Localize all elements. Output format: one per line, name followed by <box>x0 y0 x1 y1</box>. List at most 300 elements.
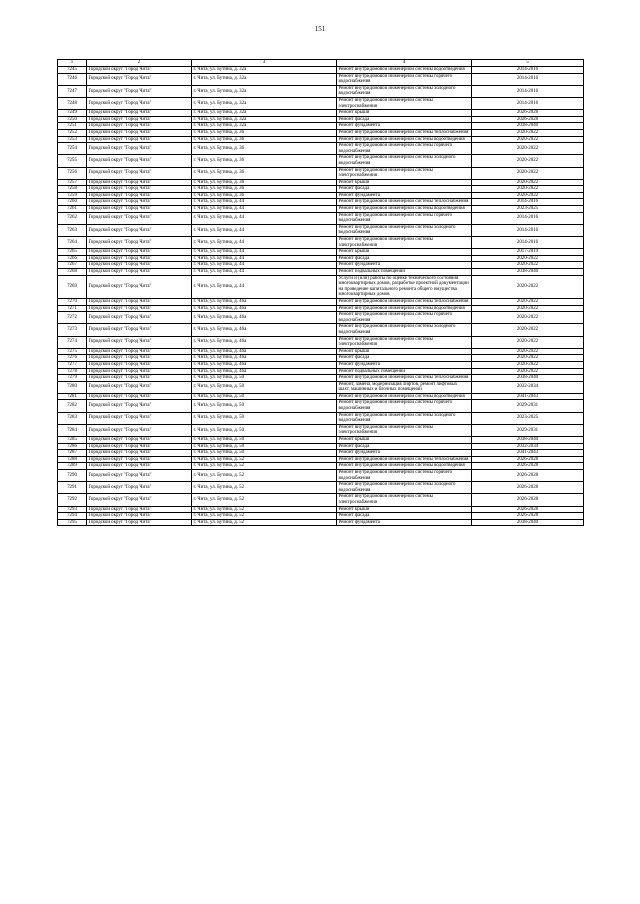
period-cell: 2020-2022 <box>472 262 584 269</box>
municipality-cell: Городской округ "Город Чита" <box>87 123 192 130</box>
period-cell: 2020-2022 <box>472 143 584 155</box>
municipality-cell: Городской округ "Город Чита" <box>87 412 192 424</box>
row-number-cell: 7257 <box>58 179 87 186</box>
work-type-cell: Ремонт внутридомовой инженерной системы водоотведения <box>337 305 472 312</box>
municipality-cell: Городской округ "Город Чита" <box>87 262 192 269</box>
municipality-cell: Городской округ "Город Чита" <box>87 368 192 375</box>
work-type-cell: Ремонт внутридомовой инженерной системы холодного водоснабжения <box>337 412 472 424</box>
period-cell: 2014-2016 <box>472 73 584 85</box>
work-type-cell: Ремонт внутридомовой инженерной системы холодного водоснабжения <box>337 324 472 336</box>
table-row <box>58 298 584 305</box>
period-cell: 2032-2034 <box>472 381 584 393</box>
work-type-cell: Ремонт фундамента <box>337 192 472 199</box>
table-row <box>58 143 584 155</box>
page-number: 151 <box>314 25 326 33</box>
address-cell: г. Чита, ул. Бутина, д. 44 <box>192 212 337 224</box>
table-row <box>58 355 584 362</box>
table-row <box>58 375 584 382</box>
row-number-cell: 7272 <box>58 312 87 324</box>
work-type-cell: Ремонт внутридомовой инженерной системы водоотведения <box>337 463 472 470</box>
work-type-cell: Ремонт фасада <box>337 116 472 123</box>
period-cell: 2020-2022 <box>472 275 584 298</box>
row-number-cell: 7295 <box>58 519 87 526</box>
row-number-cell: 7266 <box>58 255 87 262</box>
municipality-cell: Городской округ "Город Чита" <box>87 179 192 186</box>
municipality-cell: Городской округ "Город Чита" <box>87 143 192 155</box>
period-cell: 2020-2022 <box>472 368 584 375</box>
table-row <box>58 179 584 186</box>
table-header-row <box>58 60 584 67</box>
row-number-cell: 7290 <box>58 470 87 482</box>
address-cell: г. Чита, ул. Бутина, д. 36 <box>192 179 337 186</box>
work-type-cell: Ремонт внутридомовой инженерной системы электроснабжения <box>337 97 472 109</box>
municipality-cell: Городской округ "Город Чита" <box>87 255 192 262</box>
table-row <box>58 249 584 256</box>
address-cell: г. Чита, ул. Бутина, д. 52 <box>192 482 337 494</box>
table-row <box>58 275 584 298</box>
municipality-cell: Городской округ "Город Чита" <box>87 206 192 213</box>
address-cell: г. Чита, ул. Бутина, д. 52 <box>192 494 337 506</box>
table-row <box>58 506 584 513</box>
address-cell: г. Чита, ул. Бутина, д. 50 <box>192 393 337 400</box>
municipality-cell: Городской округ "Город Чита" <box>87 400 192 412</box>
municipality-cell: Городской округ "Город Чита" <box>87 443 192 450</box>
table-row <box>58 212 584 224</box>
work-type-cell: Ремонт внутридомовой инженерной системы теплоснабжения <box>337 298 472 305</box>
work-type-cell: Ремонт подвальных помещений <box>337 269 472 276</box>
work-type-cell: Ремонт внутридомовой инженерной системы горячего водоснабжения <box>337 73 472 85</box>
period-cell: 2029-2031 <box>472 424 584 436</box>
row-number-cell: 7289 <box>58 463 87 470</box>
header-cell: 2 <box>87 60 192 67</box>
address-cell: г. Чита, ул. Бутина, д. 52 <box>192 456 337 463</box>
table-row <box>58 456 584 463</box>
work-type-cell: Услуги и (или) работы по оценке технического состояния многоквартирных домов, разработке проектной документации на проведение капитального ремонта общего имущества многоквартирных домов <box>337 275 472 298</box>
work-type-cell: Ремонт внутридомовой инженерной системы электроснабжения <box>337 494 472 506</box>
work-type-cell: Ремонт фундамента <box>337 123 472 130</box>
table-row <box>58 85 584 97</box>
work-type-cell: Ремонт внутридомовой инженерной системы электроснабжения <box>337 336 472 348</box>
address-cell: г. Чита, ул. Бутина, д. 36 <box>192 129 337 136</box>
period-cell: 2023-2025 <box>472 412 584 424</box>
row-number-cell: 7267 <box>58 262 87 269</box>
municipality-cell: Городской округ "Город Чита" <box>87 67 192 74</box>
address-cell: г. Чита, ул. Бутина, д. 50 <box>192 375 337 382</box>
period-cell: 2014-2016 <box>472 97 584 109</box>
address-cell: г. Чита, ул. Бутина, д. 46а <box>192 336 337 348</box>
work-type-cell: Ремонт, замена, модернизация лифтов, ремонт лифтовых шахт, машинных и блочных помещений <box>337 381 472 393</box>
address-cell: г. Чита, ул. Бутина, д. 36 <box>192 186 337 193</box>
address-cell: г. Чита, ул. Бутина, д. 50 <box>192 437 337 444</box>
period-cell: 2020-2022 <box>472 129 584 136</box>
row-number-cell: 7247 <box>58 85 87 97</box>
period-cell: 2020-2022 <box>472 155 584 167</box>
work-type-cell: Ремонт внутридомовой инженерной системы электроснабжения <box>337 424 472 436</box>
municipality-cell: Городской округ "Город Чита" <box>87 116 192 123</box>
table-row <box>58 312 584 324</box>
table-row <box>58 136 584 143</box>
table-row <box>58 443 584 450</box>
municipality-cell: Городской округ "Город Чита" <box>87 381 192 393</box>
table-row <box>58 393 584 400</box>
table-row <box>58 470 584 482</box>
period-cell: 2041-2043 <box>472 450 584 457</box>
work-type-cell: Ремонт подвальных помещений <box>337 368 472 375</box>
address-cell: г. Чита, ул. Бутина, д. 52 <box>192 519 337 526</box>
work-type-cell: Ремонт фасада <box>337 443 472 450</box>
municipality-cell: Городской округ "Город Чита" <box>87 375 192 382</box>
municipality-cell: Городской округ "Город Чита" <box>87 393 192 400</box>
address-cell: г. Чита, ул. Бутина, д. 32а <box>192 73 337 85</box>
period-cell: 2029-2031 <box>472 400 584 412</box>
municipality-cell: Городской округ "Город Чита" <box>87 249 192 256</box>
work-type-cell: Ремонт фасада <box>337 186 472 193</box>
address-cell: г. Чита, ул. Бутина, д. 44 <box>192 249 337 256</box>
period-cell: 2038-2040 <box>472 437 584 444</box>
row-number-cell: 7275 <box>58 348 87 355</box>
row-number-cell: 7268 <box>58 269 87 276</box>
address-cell: г. Чита, ул. Бутина, д. 50 <box>192 443 337 450</box>
row-number-cell: 7265 <box>58 249 87 256</box>
row-number-cell: 7273 <box>58 324 87 336</box>
period-cell: 2020-2022 <box>472 361 584 368</box>
period-cell: 2020-2022 <box>472 136 584 143</box>
address-cell: г. Чита, ул. Бутина, д. 36 <box>192 192 337 199</box>
work-type-cell: Ремонт фасада <box>337 255 472 262</box>
address-cell: г. Чита, ул. Бутина, д. 32а <box>192 97 337 109</box>
municipality-cell: Городской округ "Город Чита" <box>87 361 192 368</box>
row-number-cell: 7250 <box>58 116 87 123</box>
row-number-cell: 7245 <box>58 67 87 74</box>
table-row <box>58 224 584 236</box>
period-cell: 2014-2016 <box>472 224 584 236</box>
work-type-cell: Ремонт внутридомовой инженерной системы электроснабжения <box>337 237 472 249</box>
period-cell: 2020-2022 <box>472 324 584 336</box>
municipality-cell: Городской округ "Город Чита" <box>87 506 192 513</box>
row-number-cell: 7288 <box>58 456 87 463</box>
work-type-cell: Ремонт внутридомовой инженерной системы холодного водоснабжения <box>337 482 472 494</box>
municipality-cell: Городской округ "Город Чита" <box>87 324 192 336</box>
table-row <box>58 67 584 74</box>
address-cell: г. Чита, ул. Бутина, д. 32а <box>192 123 337 130</box>
work-type-cell: Ремонт крыши <box>337 506 472 513</box>
row-number-cell: 7270 <box>58 298 87 305</box>
municipality-cell: Городской округ "Город Чита" <box>87 456 192 463</box>
municipality-cell: Городской округ "Город Чита" <box>87 129 192 136</box>
municipality-cell: Городской округ "Город Чита" <box>87 186 192 193</box>
address-cell: г. Чита, ул. Бутина, д. 46а <box>192 361 337 368</box>
municipality-cell: Городской округ "Город Чита" <box>87 519 192 526</box>
row-number-cell: 7253 <box>58 136 87 143</box>
period-cell: 2014-2016 <box>472 199 584 206</box>
table-row <box>58 123 584 130</box>
repair-schedule-table <box>57 59 584 526</box>
row-number-cell: 7294 <box>58 513 87 520</box>
table-row <box>58 482 584 494</box>
address-cell: г. Чита, ул. Бутина, д. 52 <box>192 463 337 470</box>
address-cell: г. Чита, ул. Бутина, д. 46а <box>192 324 337 336</box>
period-cell: 2026-2028 <box>472 110 584 117</box>
address-cell: г. Чита, ул. Бутина, д. 32а <box>192 116 337 123</box>
table-row <box>58 519 584 526</box>
period-cell: 2026-2028 <box>472 482 584 494</box>
table-row <box>58 199 584 206</box>
municipality-cell: Городской округ "Город Чита" <box>87 275 192 298</box>
work-type-cell: Ремонт внутридомовой инженерной системы горячего водоснабжения <box>337 212 472 224</box>
table-row <box>58 73 584 85</box>
table-row <box>58 450 584 457</box>
municipality-cell: Городской округ "Город Чита" <box>87 167 192 179</box>
period-cell: 2038-2040 <box>472 269 584 276</box>
work-type-cell: Ремонт крыши <box>337 179 472 186</box>
row-number-cell: 7281 <box>58 393 87 400</box>
row-number-cell: 7261 <box>58 206 87 213</box>
table-row <box>58 348 584 355</box>
municipality-cell: Городской округ "Город Чита" <box>87 110 192 117</box>
header-cell: 5 <box>472 60 584 67</box>
table-row <box>58 305 584 312</box>
period-cell: 2026-2028 <box>472 116 584 123</box>
municipality-cell: Городской округ "Город Чита" <box>87 73 192 85</box>
work-type-cell: Ремонт внутридомовой инженерной системы водоотведения <box>337 393 472 400</box>
row-number-cell: 7248 <box>58 97 87 109</box>
municipality-cell: Городской округ "Город Чита" <box>87 85 192 97</box>
address-cell: г. Чита, ул. Бутина, д. 50 <box>192 424 337 436</box>
row-number-cell: 7246 <box>58 73 87 85</box>
header-cell: 4 <box>337 60 472 67</box>
row-number-cell: 7278 <box>58 368 87 375</box>
work-type-cell: Ремонт внутридомовой инженерной системы теплоснабжения <box>337 199 472 206</box>
municipality-cell: Городской округ "Город Чита" <box>87 136 192 143</box>
work-type-cell: Ремонт фасада <box>337 513 472 520</box>
row-number-cell: 7249 <box>58 110 87 117</box>
work-type-cell: Ремонт фасада <box>337 355 472 362</box>
address-cell: г. Чита, ул. Бутина, д. 46а <box>192 368 337 375</box>
period-cell: 2020-2022 <box>472 312 584 324</box>
work-type-cell: Ремонт внутридомовой инженерной системы теплоснабжения <box>337 375 472 382</box>
row-number-cell: 7286 <box>58 443 87 450</box>
address-cell: г. Чита, ул. Бутина, д. 32а <box>192 85 337 97</box>
row-number-cell: 7274 <box>58 336 87 348</box>
row-number-cell: 7263 <box>58 224 87 236</box>
address-cell: г. Чита, ул. Бутина, д. 52 <box>192 513 337 520</box>
table-row <box>58 324 584 336</box>
work-type-cell: Ремонт внутридомовой инженерной системы электроснабжения <box>337 167 472 179</box>
municipality-cell: Городской округ "Город Чита" <box>87 269 192 276</box>
row-number-cell: 7252 <box>58 129 87 136</box>
period-cell: 2026-2028 <box>472 506 584 513</box>
period-cell: 2014-2016 <box>472 212 584 224</box>
work-type-cell: Ремонт фундамента <box>337 450 472 457</box>
period-cell: 2032-2034 <box>472 443 584 450</box>
address-cell: г. Чита, ул. Бутина, д. 44 <box>192 262 337 269</box>
period-cell: 2026-2028 <box>472 513 584 520</box>
address-cell: г. Чита, ул. Бутина, д. 50 <box>192 450 337 457</box>
municipality-cell: Городской округ "Город Чита" <box>87 192 192 199</box>
address-cell: г. Чита, ул. Бутина, д. 46а <box>192 348 337 355</box>
row-number-cell: 7287 <box>58 450 87 457</box>
work-type-cell: Ремонт крыши <box>337 249 472 256</box>
work-type-cell: Ремонт внутридомовой инженерной системы горячего водоснабжения <box>337 312 472 324</box>
table-row <box>58 361 584 368</box>
period-cell: 2020-2022 <box>472 167 584 179</box>
row-number-cell: 7280 <box>58 381 87 393</box>
header-cell: 1 <box>58 60 87 67</box>
row-number-cell: 7292 <box>58 494 87 506</box>
municipality-cell: Городской округ "Город Чита" <box>87 494 192 506</box>
period-cell: 2038-2040 <box>472 519 584 526</box>
row-number-cell: 7279 <box>58 375 87 382</box>
municipality-cell: Городской округ "Город Чита" <box>87 463 192 470</box>
work-type-cell: Ремонт внутридомовой инженерной системы водоотведения <box>337 206 472 213</box>
period-cell: 2020-2022 <box>472 192 584 199</box>
row-number-cell: 7284 <box>58 424 87 436</box>
work-type-cell: Ремонт внутридомовой инженерной системы холодного водоснабжения <box>337 224 472 236</box>
table-row <box>58 437 584 444</box>
address-cell: г. Чита, ул. Бутина, д. 32а <box>192 110 337 117</box>
work-type-cell: Ремонт крыши <box>337 110 472 117</box>
address-cell: г. Чита, ул. Бутина, д. 36 <box>192 167 337 179</box>
period-cell: 2038-2040 <box>472 375 584 382</box>
address-cell: г. Чита, ул. Бутина, д. 50 <box>192 400 337 412</box>
work-type-cell: Ремонт внутридомовой инженерной системы теплоснабжения <box>337 456 472 463</box>
period-cell: 2023-2025 <box>472 206 584 213</box>
address-cell: г. Чита, ул. Бутина, д. 36 <box>192 136 337 143</box>
row-number-cell: 7258 <box>58 186 87 193</box>
row-number-cell: 7293 <box>58 506 87 513</box>
row-number-cell: 7254 <box>58 143 87 155</box>
row-number-cell: 7251 <box>58 123 87 130</box>
table-row <box>58 110 584 117</box>
table-row <box>58 424 584 436</box>
row-number-cell: 7282 <box>58 400 87 412</box>
address-cell: г. Чита, ул. Бутина, д. 44 <box>192 275 337 298</box>
row-number-cell: 7269 <box>58 275 87 298</box>
table-row <box>58 192 584 199</box>
period-cell: 2041-2043 <box>472 393 584 400</box>
row-number-cell: 7291 <box>58 482 87 494</box>
row-number-cell: 7259 <box>58 192 87 199</box>
period-cell: 2020-2022 <box>472 355 584 362</box>
address-cell: г. Чита, ул. Бутина, д. 50 <box>192 412 337 424</box>
table-row <box>58 167 584 179</box>
address-cell: г. Чита, ул. Бутина, д. 52 <box>192 470 337 482</box>
row-number-cell: 7255 <box>58 155 87 167</box>
period-cell: 2020-2022 <box>472 179 584 186</box>
address-cell: г. Чита, ул. Бутина, д. 46а <box>192 305 337 312</box>
municipality-cell: Городской округ "Город Чита" <box>87 450 192 457</box>
table-row <box>58 186 584 193</box>
address-cell: г. Чита, ул. Бутина, д. 50 <box>192 381 337 393</box>
period-cell: 2020-2022 <box>472 186 584 193</box>
period-cell: 2026-2028 <box>472 470 584 482</box>
table-row <box>58 400 584 412</box>
municipality-cell: Городской округ "Город Чита" <box>87 224 192 236</box>
work-type-cell: Ремонт внутридомовой инженерной системы холодного водоснабжения <box>337 155 472 167</box>
municipality-cell: Городской округ "Город Чита" <box>87 97 192 109</box>
municipality-cell: Городской округ "Город Чита" <box>87 305 192 312</box>
work-type-cell: Ремонт внутридомовой инженерной системы водоотведения <box>337 67 472 74</box>
table-row <box>58 381 584 393</box>
municipality-cell: Городской округ "Город Чита" <box>87 237 192 249</box>
municipality-cell: Городской округ "Город Чита" <box>87 212 192 224</box>
period-cell: 2020-2022 <box>472 305 584 312</box>
table-row <box>58 368 584 375</box>
table-row <box>58 255 584 262</box>
municipality-cell: Городской округ "Город Чита" <box>87 348 192 355</box>
work-type-cell: Ремонт внутридомовой инженерной системы горячего водоснабжения <box>337 400 472 412</box>
period-cell: 2026-2028 <box>472 456 584 463</box>
row-number-cell: 7260 <box>58 199 87 206</box>
municipality-cell: Городской округ "Город Чита" <box>87 513 192 520</box>
period-cell: 2020-2022 <box>472 298 584 305</box>
period-cell: 2038-2040 <box>472 123 584 130</box>
row-number-cell: 7262 <box>58 212 87 224</box>
table-row <box>58 262 584 269</box>
work-type-cell: Ремонт крыши <box>337 437 472 444</box>
table-row <box>58 116 584 123</box>
work-type-cell: Ремонт фундамента <box>337 519 472 526</box>
row-number-cell: 7283 <box>58 412 87 424</box>
address-cell: г. Чита, ул. Бутина, д. 44 <box>192 269 337 276</box>
address-cell: г. Чита, ул. Бутина, д. 44 <box>192 237 337 249</box>
table-row <box>58 129 584 136</box>
municipality-cell: Городской округ "Город Чита" <box>87 482 192 494</box>
table-row <box>58 155 584 167</box>
table-row <box>58 97 584 109</box>
row-number-cell: 7285 <box>58 437 87 444</box>
row-number-cell: 7256 <box>58 167 87 179</box>
period-cell: 2026-2028 <box>472 463 584 470</box>
period-cell: 2014-2016 <box>472 85 584 97</box>
municipality-cell: Городской округ "Город Чита" <box>87 298 192 305</box>
municipality-cell: Городской округ "Город Чита" <box>87 470 192 482</box>
work-type-cell: Ремонт внутридомовой инженерной системы горячего водоснабжения <box>337 470 472 482</box>
address-cell: г. Чита, ул. Бутина, д. 44 <box>192 199 337 206</box>
table-row <box>58 237 584 249</box>
row-number-cell: 7276 <box>58 355 87 362</box>
work-type-cell: Ремонт фундамента <box>337 262 472 269</box>
municipality-cell: Городской округ "Город Чита" <box>87 424 192 436</box>
period-cell: 2026-2028 <box>472 494 584 506</box>
municipality-cell: Городской округ "Город Чита" <box>87 155 192 167</box>
work-type-cell: Ремонт внутридомовой инженерной системы горячего водоснабжения <box>337 143 472 155</box>
period-cell: 2017-2019 <box>472 249 584 256</box>
period-cell: 2020-2022 <box>472 348 584 355</box>
period-cell: 2014-2016 <box>472 237 584 249</box>
address-cell: г. Чита, ул. Бутина, д. 36 <box>192 155 337 167</box>
address-cell: г. Чита, ул. Бутина, д. 32а <box>192 67 337 74</box>
work-type-cell: Ремонт крыши <box>337 348 472 355</box>
address-cell: г. Чита, ул. Бутина, д. 46а <box>192 298 337 305</box>
work-type-cell: Ремонт фундамента <box>337 361 472 368</box>
address-cell: г. Чита, ул. Бутина, д. 44 <box>192 224 337 236</box>
address-cell: г. Чита, ул. Бутина, д. 36 <box>192 143 337 155</box>
table-row <box>58 463 584 470</box>
table-row <box>58 513 584 520</box>
municipality-cell: Городской округ "Город Чита" <box>87 199 192 206</box>
municipality-cell: Городской округ "Город Чита" <box>87 355 192 362</box>
table-row <box>58 336 584 348</box>
period-cell: 2014-2016 <box>472 67 584 74</box>
table-row <box>58 494 584 506</box>
work-type-cell: Ремонт внутридомовой инженерной системы холодного водоснабжения <box>337 85 472 97</box>
municipality-cell: Городской округ "Город Чита" <box>87 312 192 324</box>
table-row <box>58 206 584 213</box>
work-type-cell: Ремонт внутридомовой инженерной системы водоотведения <box>337 136 472 143</box>
work-type-cell: Ремонт внутридомовой инженерной системы теплоснабжения <box>337 129 472 136</box>
table-row <box>58 412 584 424</box>
